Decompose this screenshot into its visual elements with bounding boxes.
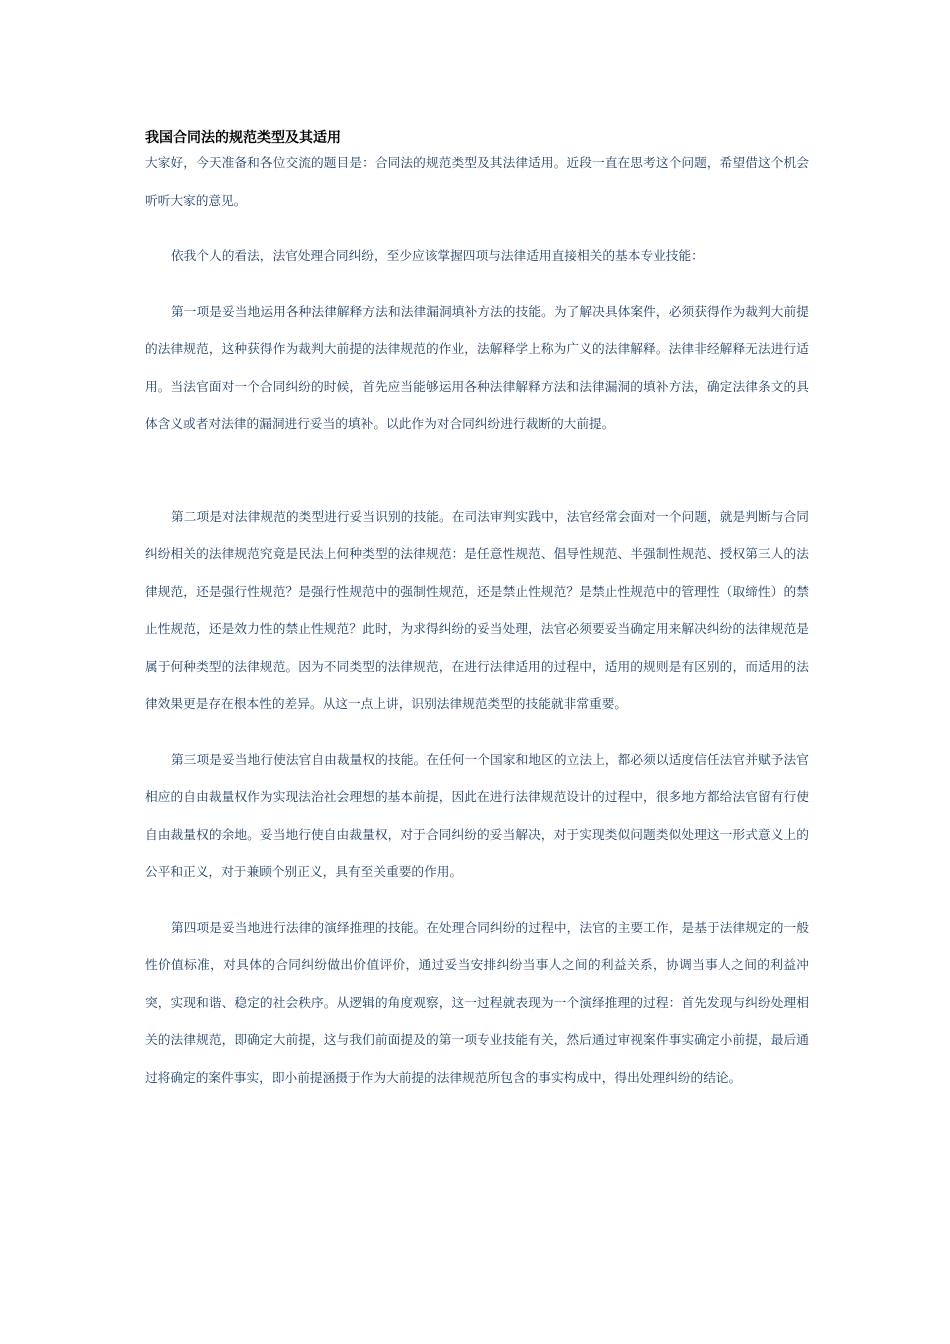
paragraph-skill-two: 第二项是对法律规范的类型进行妥当识别的技能。在司法审判实践中，法官经常会面对一个问题，就是判断与合同纠纷相关的法律规范究竟是民法上何种类型的法律规范：是任意性规范、倡导性规范、半强制性规范、授权第三人的法律规范，还是强行性规范？是强行性规范中的强制性规范，还是禁止性规范？是禁止性规范中的管理性（取缔性）的禁止性规范，还是效力性的禁止性规范？此时，为求得纠纷的妥当处理，法官必须要妥当确定用来解决纠纷的法律规范是属于何种类型的法律规范。因为不同类型的法律规范，在进行法律适用的过程中，适用的规则是有区别的，而适用的法律效果更是存在根本性的差异。从这一点上讲，识别法律规范类型的技能就非常重要。 <box>145 508 809 711</box>
document-body <box>145 129 809 1096</box>
document-title: 我国合同法的规范类型及其适用 <box>145 130 341 146</box>
paragraph-skill-three: 第三项是妥当地行使法官自由裁量权的技能。在任何一个国家和地区的立法上，都必须以适度信任法官并赋予法官相应的自由裁量权作为实现法治社会理想的基本前提，因此在进行法律规范设计的过程中，很多地方都给法官留有行使自由裁量权的余地。妥当地行使自由裁量权，对于合同纠纷的妥当解决，对于实现类似问题类似处理这一形式意义上的公平和正义，对于兼顾个别正义，具有至关重要的作用。 <box>145 751 809 879</box>
paragraph-intro: 大家好，今天准备和各位交流的题目是：合同法的规范类型及其法律适用。近段一直在思考这个问题，希望借这个机会听听大家的意见。 <box>145 155 809 208</box>
paragraph-skill-four: 第四项是妥当地进行法律的演绎推理的技能。在处理合同纠纷的过程中，法官的主要工作，是基于法律规定的一般性价值标准，对具体的合同纠纷做出价值评价，通过妥当安排纠纷当事人之间的利益关系，协调当事人之间的利益冲突，实现和谐、稳定的社会秩序。从逻辑的角度观察，这一过程就表现为一个演绎推理的过程：首先发现与纠纷处理相关的法律规范，即确定大前提，这与我们前面提及的第一项专业技能有关，然后通过审视案件事实确定小前提，最后通过将确定的案件事实，即小前提涵摄于作为大前提的法律规范所包含的事实构成中，得出处理纠纷的结论。 <box>145 919 809 1085</box>
paragraph-skill-one: 第一项是妥当地运用各种法律解释方法和法律漏洞填补方法的技能。为了解决具体案件，必须获得作为裁判大前提的法律规范，这种获得作为裁判大前提的法律规范的作业，法解释学上称为广义的法律解释。法律非经解释无法进行适用。当法官面对一个合同纠纷的时候，首先应当能够运用各种法律解释方法和法律漏洞的填补方法，确定法律条文的具体含义或者对法律的漏洞进行妥当的填补。以此作为对合同纠纷进行裁断的大前提。 <box>145 303 809 431</box>
paragraph-overview: 依我个人的看法，法官处理合同纠纷，至少应该掌握四项与法律适用直接相关的基本专业技能： <box>171 248 704 263</box>
